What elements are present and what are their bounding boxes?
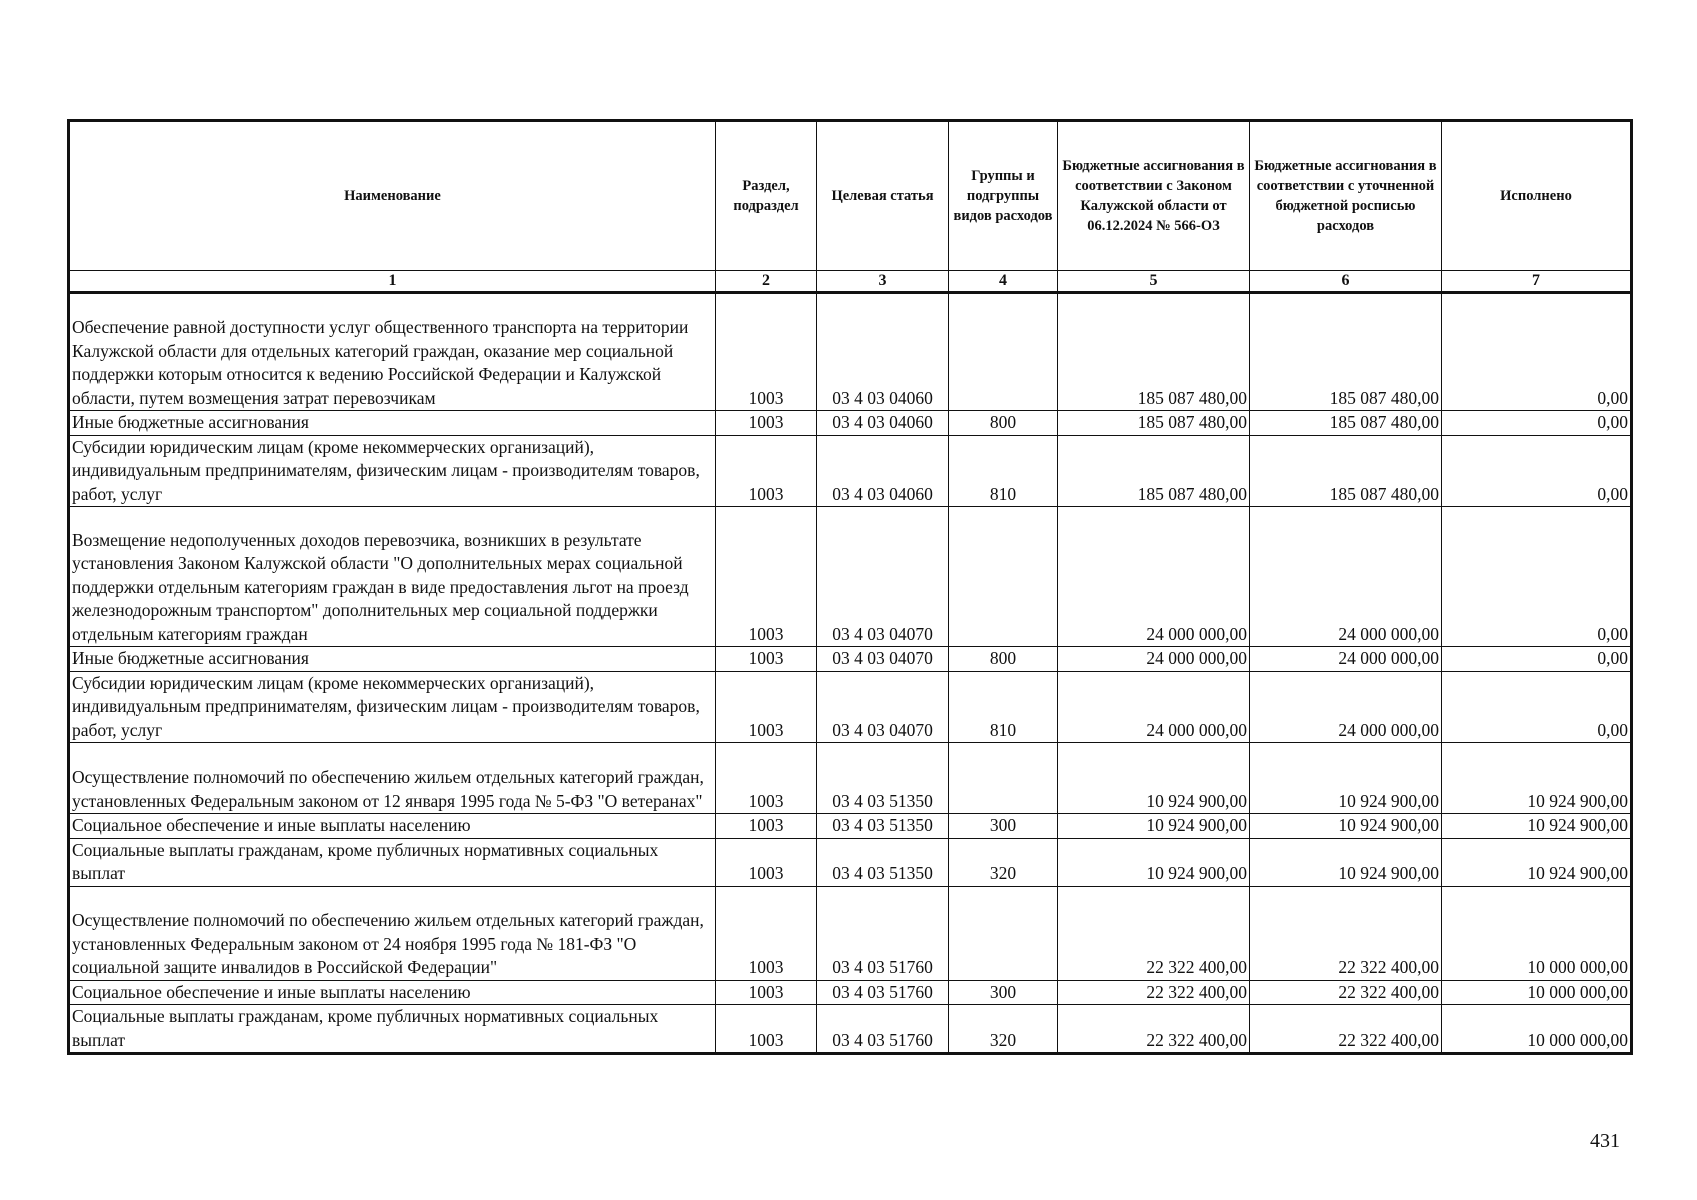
row-law-amount: 10 924 900,00 xyxy=(1058,743,1250,814)
row-law-amount: 185 087 480,00 xyxy=(1058,435,1250,507)
row-expense-group: 800 xyxy=(949,647,1058,672)
row-executed-amount: 0,00 xyxy=(1442,671,1632,743)
table-row xyxy=(69,411,1632,436)
header-law-allocations: Бюджетные ассигнования в соответствии с Законом Калужской области от 06.12.2024 № 566-ОЗ xyxy=(1058,121,1250,271)
row-expense-group: 800 xyxy=(949,411,1058,436)
row-section: 1003 xyxy=(716,647,817,672)
row-name: Осуществление полномочий по обеспечению жильем отдельных категорий граждан, установленных Федеральным законом от 12 января 1995 года № 5-ФЗ "О ветеранах" xyxy=(69,743,716,814)
table-row xyxy=(69,814,1632,839)
header-target-article: Целевая статья xyxy=(817,121,949,271)
row-section: 1003 xyxy=(716,814,817,839)
row-section: 1003 xyxy=(716,507,817,647)
row-law-amount: 24 000 000,00 xyxy=(1058,647,1250,672)
table-row xyxy=(69,507,1632,647)
row-executed-amount: 10 924 900,00 xyxy=(1442,814,1632,839)
row-law-amount: 22 322 400,00 xyxy=(1058,1005,1250,1054)
row-target-article: 03 4 03 04060 xyxy=(817,435,949,507)
row-expense-group: 810 xyxy=(949,671,1058,743)
table-row xyxy=(69,838,1632,886)
row-law-amount: 24 000 000,00 xyxy=(1058,507,1250,647)
row-target-article: 03 4 03 51760 xyxy=(817,1005,949,1054)
table-row xyxy=(69,743,1632,814)
row-executed-amount: 10 924 900,00 xyxy=(1442,838,1632,886)
row-law-amount: 10 924 900,00 xyxy=(1058,838,1250,886)
table-row xyxy=(69,647,1632,672)
column-number-row xyxy=(69,271,1632,293)
page-number: 431 xyxy=(1590,1130,1620,1152)
column-number: 3 xyxy=(817,271,949,293)
row-target-article: 03 4 03 51350 xyxy=(817,814,949,839)
row-refined-amount: 24 000 000,00 xyxy=(1250,507,1442,647)
row-law-amount: 22 322 400,00 xyxy=(1058,980,1250,1005)
table-row xyxy=(69,293,1632,411)
header-refined-allocations: Бюджетные ассигнования в соответствии с уточненной бюджетной росписью расходов xyxy=(1250,121,1442,271)
header-expense-groups: Группы и подгруппы видов расходов xyxy=(949,121,1058,271)
column-number: 2 xyxy=(716,271,817,293)
row-target-article: 03 4 03 51760 xyxy=(817,886,949,980)
row-name: Социальное обеспечение и иные выплаты населению xyxy=(69,814,716,839)
row-executed-amount: 10 000 000,00 xyxy=(1442,886,1632,980)
row-target-article: 03 4 03 04070 xyxy=(817,671,949,743)
row-target-article: 03 4 03 04060 xyxy=(817,411,949,436)
row-target-article: 03 4 03 04070 xyxy=(817,507,949,647)
row-expense-group: 300 xyxy=(949,980,1058,1005)
row-section: 1003 xyxy=(716,1005,817,1054)
row-expense-group: 810 xyxy=(949,435,1058,507)
row-executed-amount: 10 000 000,00 xyxy=(1442,1005,1632,1054)
row-name: Возмещение недополученных доходов перевозчика, возникших в результате установления Законом Калужской области "О дополнительных мерах социальной поддержки отдельным категориям граждан в виде предоставления льгот на проезд железнодорожным транспортом" дополнительных мер социальной поддержки отдельным категориям граждан xyxy=(69,507,716,647)
row-name: Обеспечение равной доступности услуг общественного транспорта на территории Калужской области для отдельных категорий граждан, оказание мер социальной поддержки которым относится к ведению Российской Федерации и Калужской области, путем возмещения затрат перевозчикам xyxy=(69,293,716,411)
column-number: 7 xyxy=(1442,271,1632,293)
row-law-amount: 24 000 000,00 xyxy=(1058,671,1250,743)
row-executed-amount: 0,00 xyxy=(1442,411,1632,436)
row-target-article: 03 4 03 04060 xyxy=(817,293,949,411)
row-executed-amount: 0,00 xyxy=(1442,507,1632,647)
row-section: 1003 xyxy=(716,411,817,436)
row-name: Субсидии юридическим лицам (кроме некоммерческих организаций), индивидуальным предпринимателям, физическим лицам - производителям товаров, работ, услуг xyxy=(69,671,716,743)
row-section: 1003 xyxy=(716,435,817,507)
row-expense-group: 320 xyxy=(949,838,1058,886)
row-name: Иные бюджетные ассигнования xyxy=(69,647,716,672)
row-executed-amount: 10 000 000,00 xyxy=(1442,980,1632,1005)
row-target-article: 03 4 03 51760 xyxy=(817,980,949,1005)
row-refined-amount: 185 087 480,00 xyxy=(1250,293,1442,411)
row-executed-amount: 0,00 xyxy=(1442,647,1632,672)
row-executed-amount: 10 924 900,00 xyxy=(1442,743,1632,814)
row-refined-amount: 24 000 000,00 xyxy=(1250,671,1442,743)
row-expense-group xyxy=(949,293,1058,411)
column-number: 5 xyxy=(1058,271,1250,293)
column-number: 4 xyxy=(949,271,1058,293)
header-executed: Исполнено xyxy=(1442,121,1632,271)
row-refined-amount: 22 322 400,00 xyxy=(1250,886,1442,980)
header-section: Раздел, подраздел xyxy=(716,121,817,271)
row-executed-amount: 0,00 xyxy=(1442,293,1632,411)
row-name: Субсидии юридическим лицам (кроме некоммерческих организаций), индивидуальным предпринимателям, физическим лицам - производителям товаров, работ, услуг xyxy=(69,435,716,507)
row-executed-amount: 0,00 xyxy=(1442,435,1632,507)
row-law-amount: 185 087 480,00 xyxy=(1058,411,1250,436)
row-target-article: 03 4 03 51350 xyxy=(817,743,949,814)
row-section: 1003 xyxy=(716,980,817,1005)
row-name: Осуществление полномочий по обеспечению жильем отдельных категорий граждан, установленных Федеральным законом от 24 ноября 1995 года № 181-ФЗ "О социальной защите инвалидов в Российской Федерации" xyxy=(69,886,716,980)
table-row xyxy=(69,435,1632,507)
row-expense-group xyxy=(949,886,1058,980)
table-header-row xyxy=(69,121,1632,271)
row-refined-amount: 10 924 900,00 xyxy=(1250,814,1442,839)
row-expense-group xyxy=(949,507,1058,647)
row-expense-group: 300 xyxy=(949,814,1058,839)
row-law-amount: 185 087 480,00 xyxy=(1058,293,1250,411)
row-refined-amount: 185 087 480,00 xyxy=(1250,411,1442,436)
row-section: 1003 xyxy=(716,838,817,886)
row-name: Социальное обеспечение и иные выплаты населению xyxy=(69,980,716,1005)
row-expense-group xyxy=(949,743,1058,814)
table-row xyxy=(69,671,1632,743)
row-refined-amount: 22 322 400,00 xyxy=(1250,1005,1442,1054)
row-refined-amount: 10 924 900,00 xyxy=(1250,743,1442,814)
column-number: 1 xyxy=(69,271,716,293)
column-number: 6 xyxy=(1250,271,1442,293)
header-name: Наименование xyxy=(69,121,716,271)
row-target-article: 03 4 03 51350 xyxy=(817,838,949,886)
row-name: Иные бюджетные ассигнования xyxy=(69,411,716,436)
row-section: 1003 xyxy=(716,671,817,743)
budget-execution-table xyxy=(67,119,1633,1055)
row-law-amount: 22 322 400,00 xyxy=(1058,886,1250,980)
row-expense-group: 320 xyxy=(949,1005,1058,1054)
row-section: 1003 xyxy=(716,293,817,411)
row-refined-amount: 24 000 000,00 xyxy=(1250,647,1442,672)
row-name: Социальные выплаты гражданам, кроме публичных нормативных социальных выплат xyxy=(69,838,716,886)
row-refined-amount: 22 322 400,00 xyxy=(1250,980,1442,1005)
row-refined-amount: 10 924 900,00 xyxy=(1250,838,1442,886)
table-row xyxy=(69,886,1632,980)
row-law-amount: 10 924 900,00 xyxy=(1058,814,1250,839)
row-target-article: 03 4 03 04070 xyxy=(817,647,949,672)
table-row xyxy=(69,980,1632,1005)
table-row xyxy=(69,1005,1632,1054)
row-section: 1003 xyxy=(716,743,817,814)
row-name: Социальные выплаты гражданам, кроме публичных нормативных социальных выплат xyxy=(69,1005,716,1054)
row-section: 1003 xyxy=(716,886,817,980)
row-refined-amount: 185 087 480,00 xyxy=(1250,435,1442,507)
